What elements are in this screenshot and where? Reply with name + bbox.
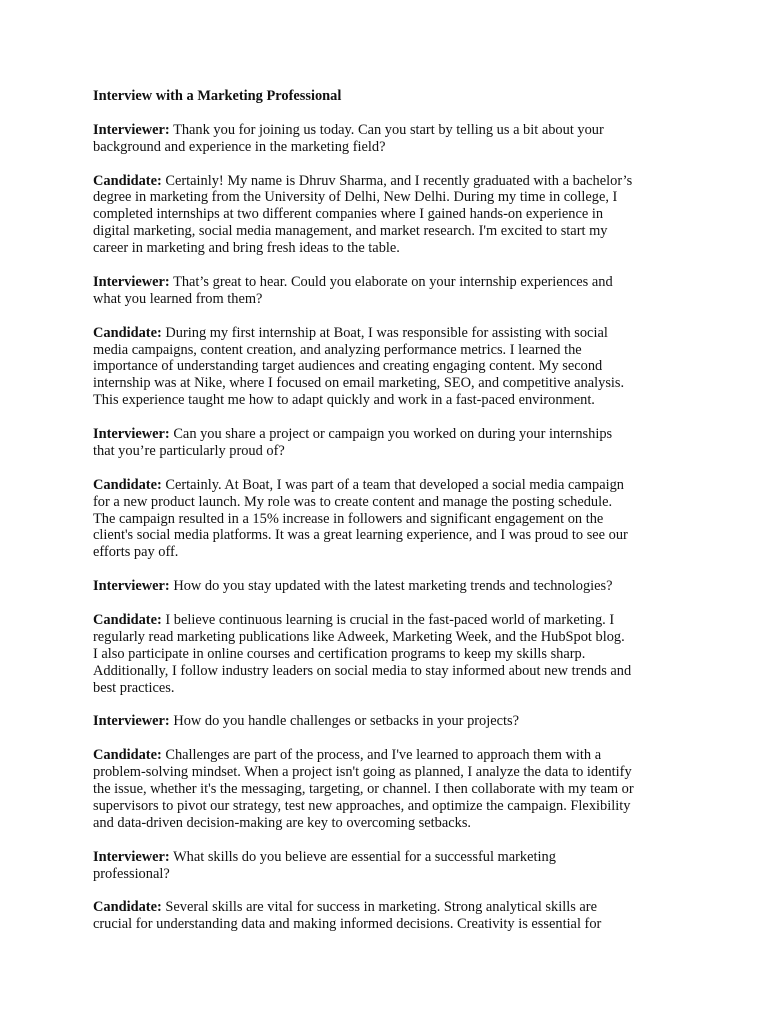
line-text: Certainly! My name is Dhruv Sharma, and I recently graduated with a bachelor’s xyxy=(165,172,633,189)
line-text: digital marketing, social media management, and market research. I'm excited to start my xyxy=(93,223,608,240)
line-text: Certainly. At Boat, I was part of a team that developed a social media campaign xyxy=(165,476,624,493)
text-line xyxy=(93,223,685,240)
interviewer-question xyxy=(93,849,685,883)
speaker-label: Interviewer: xyxy=(93,426,170,443)
speaker-label: Interviewer: xyxy=(93,121,170,138)
interviewer-question xyxy=(93,426,685,460)
candidate-answer xyxy=(93,325,685,410)
line-text: for a new product launch. My role was to create content and manage the posting schedule. xyxy=(93,493,613,510)
line-text: Challenges are part of the process, and I've learned to approach them with a xyxy=(165,747,602,764)
text-line xyxy=(93,544,685,561)
text-line xyxy=(93,798,685,815)
text-line xyxy=(93,189,685,206)
interviewer-question xyxy=(93,274,685,308)
text-line xyxy=(93,629,685,646)
line-text: Additionally, I follow industry leaders on social media to stay informed about new trends and xyxy=(93,662,632,679)
line-text: Can you share a project or campaign you worked on during your internships xyxy=(173,426,613,443)
text-line xyxy=(93,899,685,916)
line-text: problem-solving mindset. When a project isn't going as planned, I analyze the data to identify xyxy=(93,764,632,781)
document-title: Interview with a Marketing Professional xyxy=(93,88,342,104)
text-line xyxy=(93,494,685,511)
text-line xyxy=(93,122,685,139)
speaker-label: Candidate: xyxy=(93,611,162,628)
text-line xyxy=(93,680,685,697)
line-text: efforts pay off. xyxy=(93,544,179,561)
text-line xyxy=(93,511,685,528)
text-line xyxy=(93,139,685,156)
text-line xyxy=(93,375,685,392)
speaker-label: Interviewer: xyxy=(93,273,170,290)
line-text: How do you stay updated with the latest marketing trends and technologies? xyxy=(173,578,613,595)
line-text: I believe continuous learning is crucial in the fast-paced world of marketing. I xyxy=(165,611,615,628)
line-text: career in marketing and bring fresh ideas to the table. xyxy=(93,240,400,257)
speaker-label: Interviewer: xyxy=(93,578,170,595)
line-text: That’s great to hear. Could you elaborate on your internship experiences and xyxy=(173,273,613,290)
line-text: The campaign resulted in a 15% increase in followers and significant engagement on the xyxy=(93,510,604,527)
speaker-label: Candidate: xyxy=(93,324,162,341)
line-text: that you’re particularly proud of? xyxy=(93,442,285,459)
text-line xyxy=(93,173,685,190)
line-text: and data-driven decision-making are key to overcoming setbacks. xyxy=(93,814,472,831)
line-text: During my first internship at Boat, I was responsible for assisting with social xyxy=(165,324,608,341)
text-line xyxy=(93,747,685,764)
line-text: client's social media platforms. It was a great learning experience, and I was proud to see our xyxy=(93,527,628,544)
text-line xyxy=(93,426,685,443)
text-line xyxy=(93,358,685,375)
text-line xyxy=(93,325,685,342)
line-text: Thank you for joining us today. Can you start by telling us a bit about your xyxy=(173,121,604,138)
speaker-label: Candidate: xyxy=(93,476,162,493)
text-line xyxy=(93,612,685,629)
line-text: degree in marketing from the University of Delhi, New Delhi. During my time in college, I xyxy=(93,189,618,206)
text-line xyxy=(93,578,685,595)
line-text: the issue, whether it's the messaging, targeting, or channel. I then collaborate with my team or xyxy=(93,781,634,797)
text-line xyxy=(93,646,685,663)
line-text: regularly read marketing publications like Adweek, Marketing Week, and the HubSpot blog. xyxy=(93,628,625,645)
line-text: How do you handle challenges or setbacks in your projects? xyxy=(173,713,520,730)
candidate-answer xyxy=(93,173,685,258)
candidate-answer xyxy=(93,747,685,832)
text-line xyxy=(93,527,685,544)
line-text: completed internships at two different companies where I gained hands-on experience in xyxy=(93,206,604,223)
line-text: best practices. xyxy=(93,679,175,696)
speaker-label: Interviewer: xyxy=(93,848,170,865)
line-text: supervisors to pivot our strategy, test new approaches, and optimize the campaign. Flexibility xyxy=(93,797,631,814)
speaker-label: Candidate: xyxy=(93,172,162,189)
line-text: internship was at Nike, where I focused on email marketing, SEO, and competitive analysis. xyxy=(93,375,625,392)
line-text: What skills do you believe are essential for a successful marketing xyxy=(173,848,556,865)
text-line xyxy=(93,477,685,494)
text-line xyxy=(93,916,685,933)
line-text: what you learned from them? xyxy=(93,290,263,307)
line-text: background and experience in the marketing field? xyxy=(93,138,386,155)
line-text: I also participate in online courses and certification programs to keep my skills sharp. xyxy=(93,645,586,662)
text-line xyxy=(93,240,685,257)
interview-body xyxy=(93,122,685,933)
speaker-label: Candidate: xyxy=(93,899,162,916)
candidate-answer xyxy=(93,612,685,697)
speaker-label: Candidate: xyxy=(93,747,162,764)
line-text: This experience taught me how to adapt quickly and work in a fast-paced environment. xyxy=(93,392,595,409)
line-text: Several skills are vital for success in marketing. Strong analytical skills are xyxy=(165,899,597,916)
text-line xyxy=(93,866,685,883)
text-line xyxy=(93,764,685,781)
text-line xyxy=(93,781,685,798)
text-line xyxy=(93,342,685,359)
candidate-answer xyxy=(93,899,685,933)
interviewer-question xyxy=(93,122,685,156)
interviewer-question xyxy=(93,713,685,730)
interviewer-question xyxy=(93,578,685,595)
document-page xyxy=(93,88,685,950)
speaker-label: Interviewer: xyxy=(93,713,170,730)
text-line xyxy=(93,392,685,409)
text-line xyxy=(93,206,685,223)
text-line xyxy=(93,849,685,866)
text-line xyxy=(93,443,685,460)
text-line xyxy=(93,815,685,832)
line-text: media campaigns, content creation, and analyzing performance metrics. I learned the xyxy=(93,341,582,358)
text-line xyxy=(93,291,685,308)
candidate-answer xyxy=(93,477,685,562)
text-line xyxy=(93,274,685,291)
line-text: professional? xyxy=(93,865,170,882)
line-text: crucial for understanding data and making informed decisions. Creativity is essential for xyxy=(93,916,602,933)
text-line xyxy=(93,713,685,730)
line-text: importance of understanding target audiences and creating engaging content. My second xyxy=(93,358,603,375)
text-line xyxy=(93,663,685,680)
